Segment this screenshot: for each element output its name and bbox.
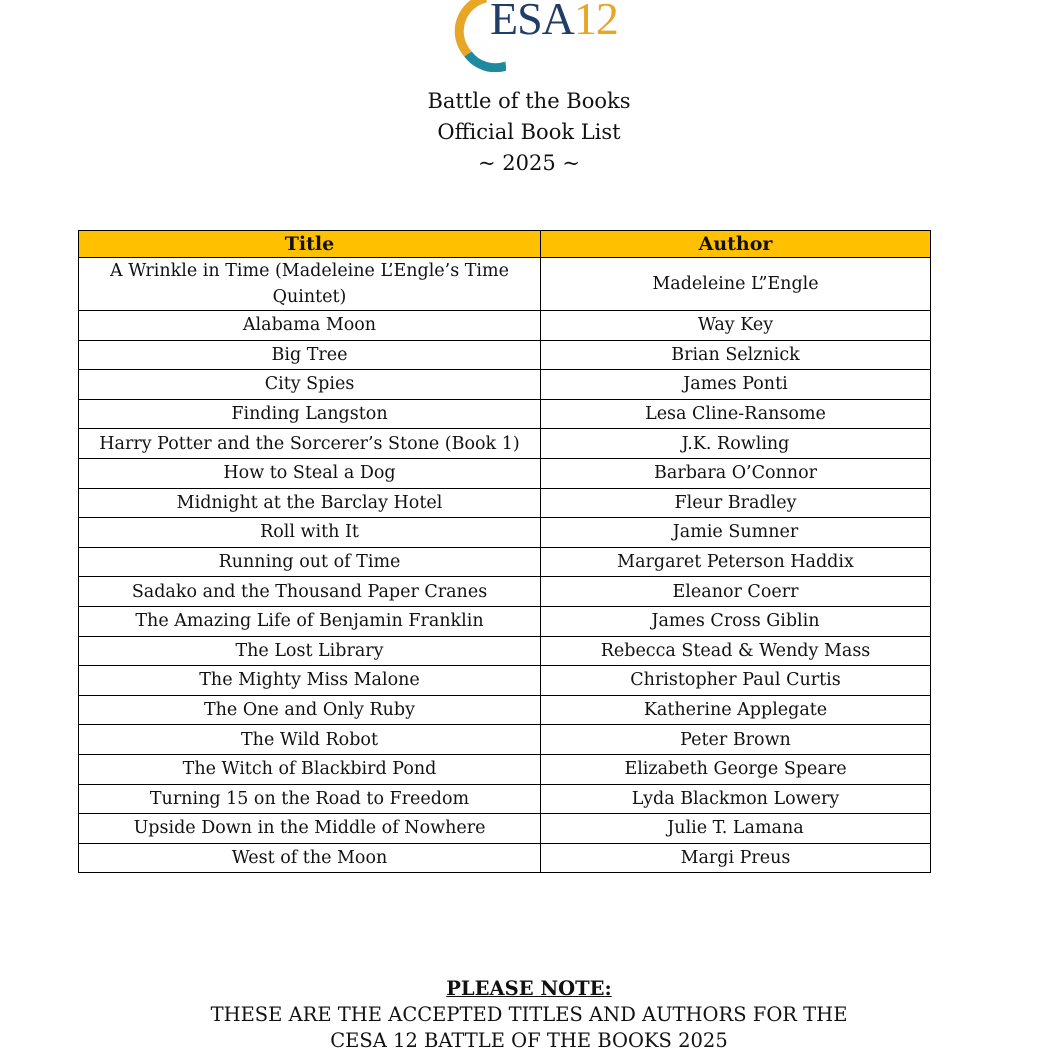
book-list-table [78, 230, 931, 873]
book-author: Lyda Blackmon Lowery [541, 784, 931, 814]
book-title: The Amazing Life of Benjamin Franklin [79, 606, 541, 636]
table-row [79, 666, 931, 696]
document-heading [0, 86, 1058, 179]
book-title: Turning 15 on the Road to Freedom [79, 784, 541, 814]
book-title: The Mighty Miss Malone [79, 666, 541, 696]
table-row [79, 518, 931, 548]
logo-wordmark [490, 0, 618, 42]
book-title: Alabama Moon [79, 311, 541, 341]
book-author: Christopher Paul Curtis [541, 666, 931, 696]
book-author: Barbara O’Connor [541, 458, 931, 488]
book-author: Jamie Sumner [541, 518, 931, 548]
book-title: How to Steal a Dog [79, 458, 541, 488]
table-row [79, 843, 931, 873]
book-author: Eleanor Coerr [541, 577, 931, 607]
note-line-1: THESE ARE THE ACCEPTED TITLES AND AUTHORS FOR THE [210, 1003, 848, 1026]
table-row [79, 577, 931, 607]
book-title: Harry Potter and the Sorcerer’s Stone (Book 1) [79, 429, 541, 459]
book-title: City Spies [79, 370, 541, 400]
table-row [79, 784, 931, 814]
logo-text-main: ESA [490, 0, 574, 44]
table-row [79, 340, 931, 370]
book-title: Running out of Time [79, 547, 541, 577]
book-author: Lesa Cline-Ransome [541, 399, 931, 429]
table-row [79, 429, 931, 459]
book-author: James Ponti [541, 370, 931, 400]
table-row [79, 370, 931, 400]
table-row [79, 725, 931, 755]
book-title: Midnight at the Barclay Hotel [79, 488, 541, 518]
book-author: Fleur Bradley [541, 488, 931, 518]
table-row [79, 814, 931, 844]
book-author: Rebecca Stead & Wendy Mass [541, 636, 931, 666]
table-row [79, 311, 931, 341]
book-author: Peter Brown [541, 725, 931, 755]
book-title: Sadako and the Thousand Paper Cranes [79, 577, 541, 607]
heading-line-1: Battle of the Books [427, 89, 631, 113]
heading-line-2: Official Book List [437, 120, 621, 144]
table-header-row [79, 231, 931, 258]
book-title: The Wild Robot [79, 725, 541, 755]
table-row [79, 547, 931, 577]
logo-text-number: 12 [573, 0, 618, 44]
book-title: Upside Down in the Middle of Nowhere [79, 814, 541, 844]
table-row [79, 399, 931, 429]
book-author: Katherine Applegate [541, 695, 931, 725]
author-column-header: Author [541, 231, 931, 258]
book-title: Roll with It [79, 518, 541, 548]
book-author: Madeleine L”Engle [541, 258, 931, 311]
book-title: A Wrinkle in Time (Madeleine L’Engle’s Time Quintet) [79, 258, 541, 311]
book-author: Margaret Peterson Haddix [541, 547, 931, 577]
cesa12-logo [446, 0, 626, 72]
book-author: J.K. Rowling [541, 429, 931, 459]
table-row [79, 488, 931, 518]
table-row [79, 754, 931, 784]
table-row [79, 606, 931, 636]
book-author: Way Key [541, 311, 931, 341]
table-row [79, 458, 931, 488]
book-author: Julie T. Lamana [541, 814, 931, 844]
table-row [79, 695, 931, 725]
book-author: Brian Selznick [541, 340, 931, 370]
table-row [79, 258, 931, 311]
note-line-2: CESA 12 BATTLE OF THE BOOKS 2025 [330, 1029, 728, 1052]
title-column-header: Title [79, 231, 541, 258]
book-title: Big Tree [79, 340, 541, 370]
table-row [79, 636, 931, 666]
please-note-section [0, 976, 1058, 1054]
book-author: Margi Preus [541, 843, 931, 873]
book-author: James Cross Giblin [541, 606, 931, 636]
book-title: West of the Moon [79, 843, 541, 873]
heading-line-3: ~ 2025 ~ [478, 151, 580, 175]
book-title: The Lost Library [79, 636, 541, 666]
note-heading: PLEASE NOTE: [446, 977, 612, 1000]
book-title: The Witch of Blackbird Pond [79, 754, 541, 784]
book-title: Finding Langston [79, 399, 541, 429]
book-title: The One and Only Ruby [79, 695, 541, 725]
book-author: Elizabeth George Speare [541, 754, 931, 784]
